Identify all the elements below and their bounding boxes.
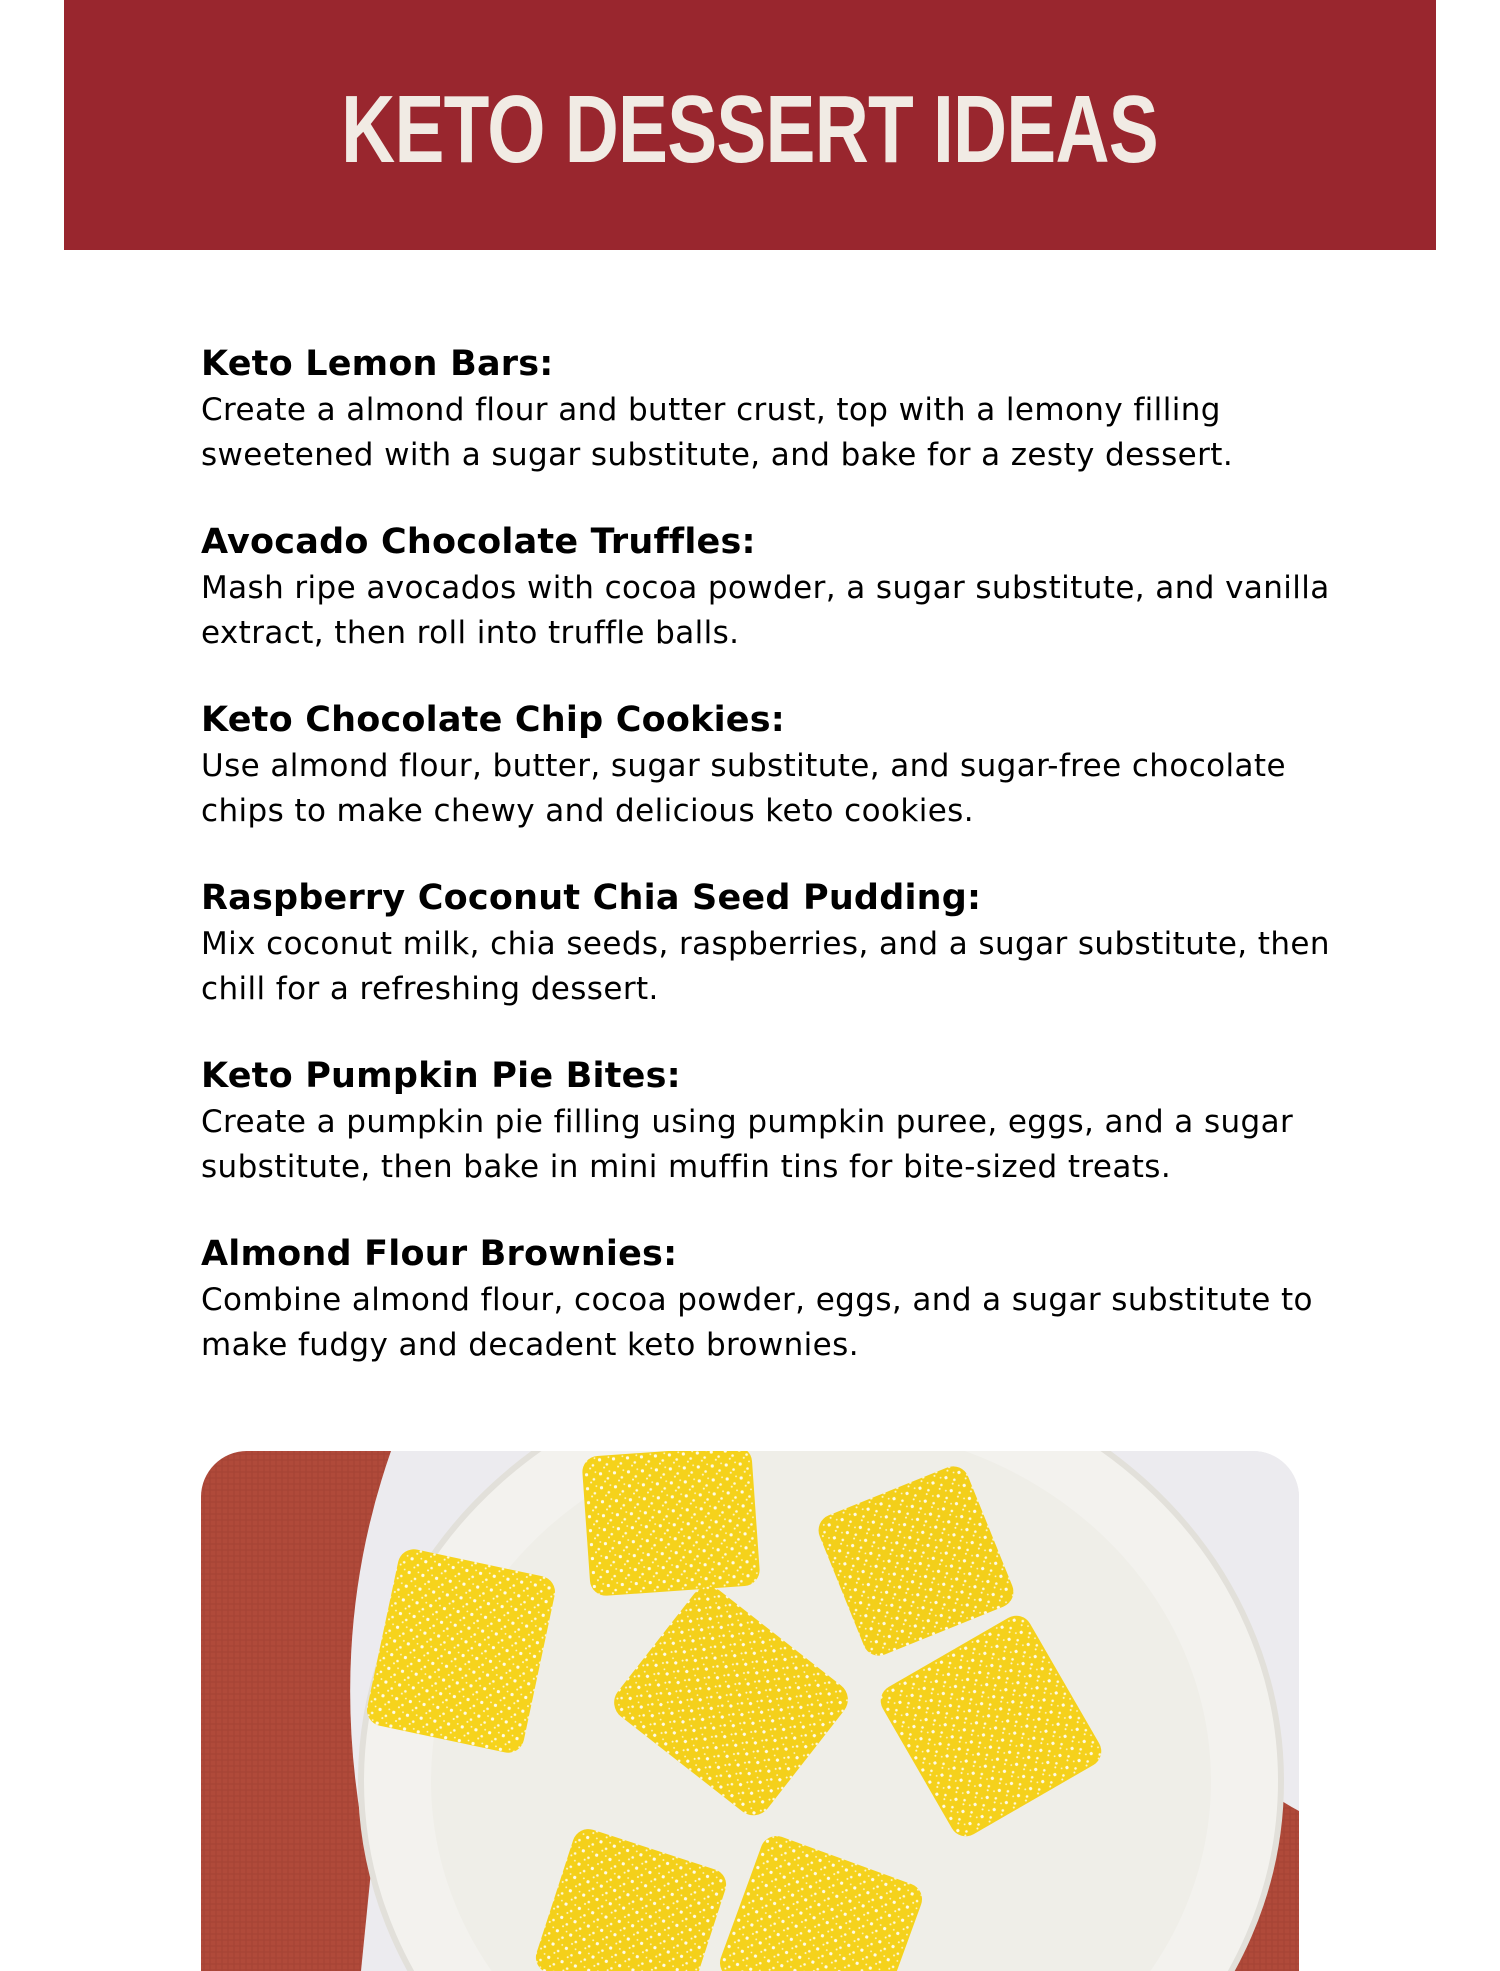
idea-item — [201, 340, 1331, 478]
dessert-ideas-list — [201, 340, 1331, 1408]
idea-item — [201, 874, 1331, 1012]
idea-description: Mash ripe avocados with cocoa powder, a sugar substitute, and vanilla extract, then roll into truffle balls. — [201, 570, 1330, 651]
idea-title: Keto Lemon Bars: — [201, 344, 554, 384]
idea-title: Almond Flour Brownies: — [201, 1234, 678, 1274]
idea-description: Mix coconut milk, chia seeds, raspberries, and a sugar substitute, then chill for a refreshing dessert. — [201, 926, 1330, 1007]
idea-item — [201, 1052, 1331, 1190]
idea-description: Combine almond flour, cocoa powder, eggs, and a sugar substitute to make fudgy and decadent keto brownies. — [201, 1282, 1313, 1363]
idea-title: Keto Pumpkin Pie Bites: — [201, 1056, 681, 1096]
page-title: KETO DESSERT IDEAS — [341, 76, 1159, 183]
title-banner — [64, 0, 1436, 250]
idea-item — [201, 696, 1331, 834]
lemon-bars-photo — [201, 1451, 1299, 1971]
idea-title: Avocado Chocolate Truffles: — [201, 522, 756, 562]
idea-description: Use almond flour, butter, sugar substitute, and sugar-free chocolate chips to make chewy and delicious keto cookies. — [201, 748, 1286, 829]
idea-description: Create a almond flour and butter crust, top with a lemony filling sweetened with a sugar substitute, and bake for a zesty dessert. — [201, 392, 1234, 473]
idea-title: Raspberry Coconut Chia Seed Pudding: — [201, 878, 982, 918]
idea-item — [201, 518, 1331, 656]
idea-title: Keto Chocolate Chip Cookies: — [201, 700, 785, 740]
idea-item — [201, 1230, 1331, 1368]
idea-description: Create a pumpkin pie filling using pumpkin puree, eggs, and a sugar substitute, then bake in mini muffin tins for bite-sized treats. — [201, 1104, 1294, 1185]
